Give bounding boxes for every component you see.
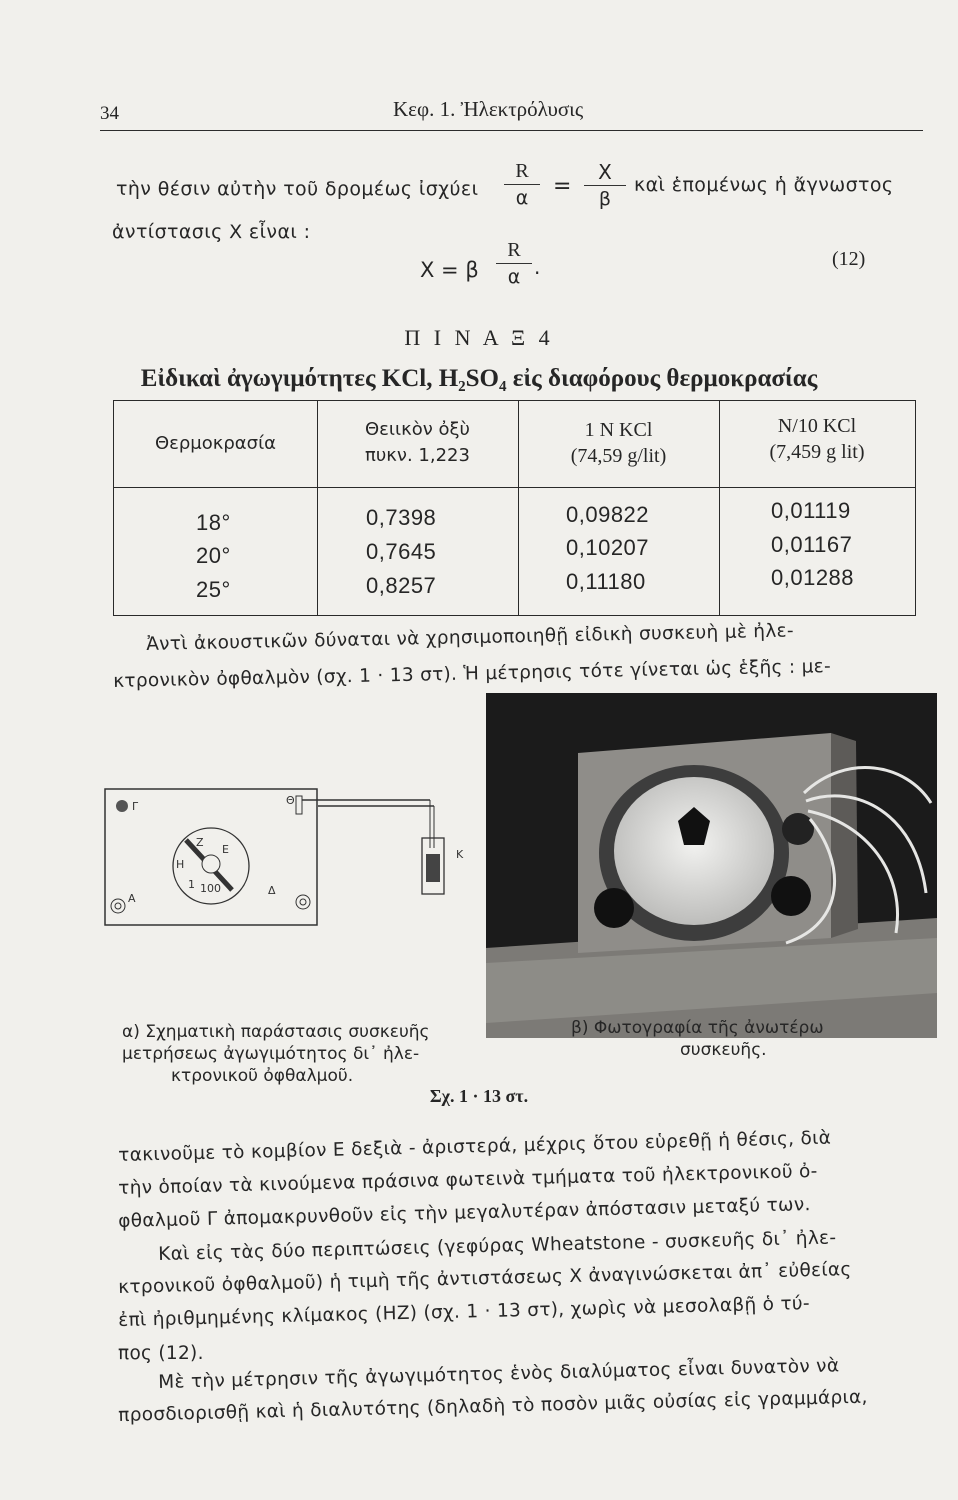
caption-b-line: β) Φωτογραφία τῆς ἀνωτέρω [571,1018,824,1038]
caption-b-line: συσκευῆς. [680,1040,767,1060]
schematic-label: Θ [286,794,295,807]
table-header-label: 1 N KCl [584,419,653,441]
intro-line-1-end: καὶ ἑπομένως ἡ ἄγνωστος [634,174,894,196]
device-photograph [486,693,937,1038]
table-cell: 20° [196,543,231,568]
fraction-numerator: R [515,160,529,182]
body-line: τὴν ὁποίαν τὰ κινούμενα πράσινα φωτεινὰ τμήματα τοῦ ἠλεκτρονικοῦ ὀ- [118,1160,818,1199]
body-line: τακινοῦμε τὸ κομβίον Ε δεξιὰ - ἀριστερά, μέχρις ὅτου εὑρεθῇ ἡ θέσις, διὰ [118,1127,832,1166]
table-cell: 0,09822 [566,502,650,527]
knob-a-icon [111,899,125,913]
knob-d-icon [296,895,310,909]
table-header-label: Θειικὸν ὀξὺ [365,419,470,440]
fraction-numerator: R [507,239,521,261]
schematic-label: Η [176,858,185,871]
table-header-label: Θερμοκρασία [154,433,277,454]
meter-dial-icon [614,777,774,925]
table-cell: 0,10207 [566,535,650,560]
table-header-sublabel: (74,59 g/lit) [570,445,667,467]
table-title: Π Ι Ν Α Ξ 4 [404,325,554,350]
body-line: πος (12). [118,1343,204,1364]
body-line: ἐπὶ ἠριθμημένης κλίμακος (ΗΖ) (σχ. 1 · 13 στ), χωρὶς νὰ μεσολαβῇ ὁ τύ- [118,1293,811,1331]
schematic-label: Α [128,892,136,905]
equation-lhs: X = β [420,258,479,282]
equation-period: . [534,255,541,279]
table-cell: 0,01119 [771,498,851,523]
table-cell: 0,7398 [366,505,437,530]
paragraph-line: Ἀντὶ ἀκουστικῶν δύναται νὰ χρησιμοποιηθῇ εἰδικὴ συσκευὴ μὲ ἠλε- [146,620,795,655]
fraction-denominator: β [598,188,612,210]
schematic-label: Δ [268,884,276,897]
magic-eye-icon [782,813,814,845]
schematic-label: 1 [188,878,195,891]
equals-sign: = [553,174,572,199]
knob-right-icon [771,876,811,916]
table-header-1n-kcl [518,417,719,469]
fraction-denominator: α [515,187,529,209]
table-header-sublabel: πυκν. 1,223 [365,445,470,466]
table-cell: 0,01167 [771,532,853,557]
body-line: Μὲ τὴν μέτρησιν τῆς ἀγωγιμότητος ἑνὸς διαλύματος εἶναι δυνατὸν νὰ [158,1355,840,1393]
fraction-bar [584,185,626,186]
page-number: 34 [100,103,119,124]
caption-a-line: α) Σχηματικὴ παράστασις συσκευῆς [122,1022,430,1042]
running-head: Κεφ. 1. Ἠλεκτρόλυσις [393,97,584,121]
fraction-numerator: X [598,160,612,184]
header-rule [100,130,923,131]
table-header-label: N/10 KCl [777,415,857,437]
conductivity-cell-diagram [318,788,478,908]
table-header-sublabel: (7,459 g lit) [769,441,865,463]
conductivity-table [113,400,916,616]
fraction-r-over-alpha [504,160,540,209]
fraction-bar [496,263,532,264]
body-line: προσδιορισθῇ καὶ ἡ διαλυτότης (δηλαδὴ τὸ ποσὸν μιᾶς οὐσίας εἰς γραμμάρια, [118,1386,868,1426]
fraction-denominator: α [507,266,521,288]
fraction-bar [504,184,540,185]
table-cell: 18° [196,510,231,535]
figure-label: Σχ. 1 · 13 στ. [429,1086,529,1106]
schematic-label: 100 [200,882,221,895]
table-cell: 0,7645 [366,539,437,564]
schematic-label: Ζ [196,836,204,849]
schematic-label: Γ [132,800,139,813]
table-caption: Εἰδικαὶ ἀγωγιμότητες KCl, H₂SO₄ εἰς διαφόρους θερμοκρασίας [140,365,818,392]
schematic-label: Κ [456,848,464,861]
intro-line-1-start: τὴν θέσιν αὐτὴν τοῦ δρομέως ἰσχύει [116,178,479,200]
fraction-r-over-alpha-2 [496,239,532,288]
body-line: κτρονικοῦ ὀφθαλμοῦ) ἡ τιμὴ τῆς ἀντιστάσεως Χ ἀναγινώσκεται ἀπ᾽ εὐθείας [118,1259,852,1298]
schematic-diagram [104,788,318,926]
schematic-label: Ε [222,843,229,856]
paragraph-line: κτρονικὸν ὀφθαλμὸν (σχ. 1 · 13 στ). Ἡ μέτρησις τότε γίνεται ὡς ἑξῆς : με- [113,655,832,692]
table-cell: 0,11180 [566,569,646,594]
table-cell: 25° [196,577,231,602]
fraction-x-over-beta [584,160,626,210]
table-header-n10-kcl [719,413,915,465]
knob-left-icon [594,888,634,928]
table-cell: 0,01288 [771,565,855,590]
body-line: Καὶ εἰς τὰς δύο περιπτώσεις (γεφύρας Wheatstone - συσκευῆς δι᾽ ἠλε- [158,1227,837,1265]
intro-line-2: ἀντίστασις Χ εἶναι : [112,221,311,243]
equation-number: (12) [832,248,866,270]
table-cell: 0,8257 [366,573,437,598]
table-header-temperature [114,431,317,457]
table-header-rule [114,487,915,488]
magic-eye-icon [116,800,128,812]
table-header-sulfuric-acid [317,417,518,469]
body-line: φθαλμοῦ Γ ἀπομακρυνθοῦν εἰς τὴν μεγαλυτέραν ἀπόστασιν μεταξύ των. [118,1194,811,1232]
caption-a-line: κτρονικοῦ ὀφθαλμοῦ. [171,1066,354,1086]
caption-a-line: μετρήσεως ἀγωγιμότητος δι᾽ ἠλε- [122,1044,420,1064]
